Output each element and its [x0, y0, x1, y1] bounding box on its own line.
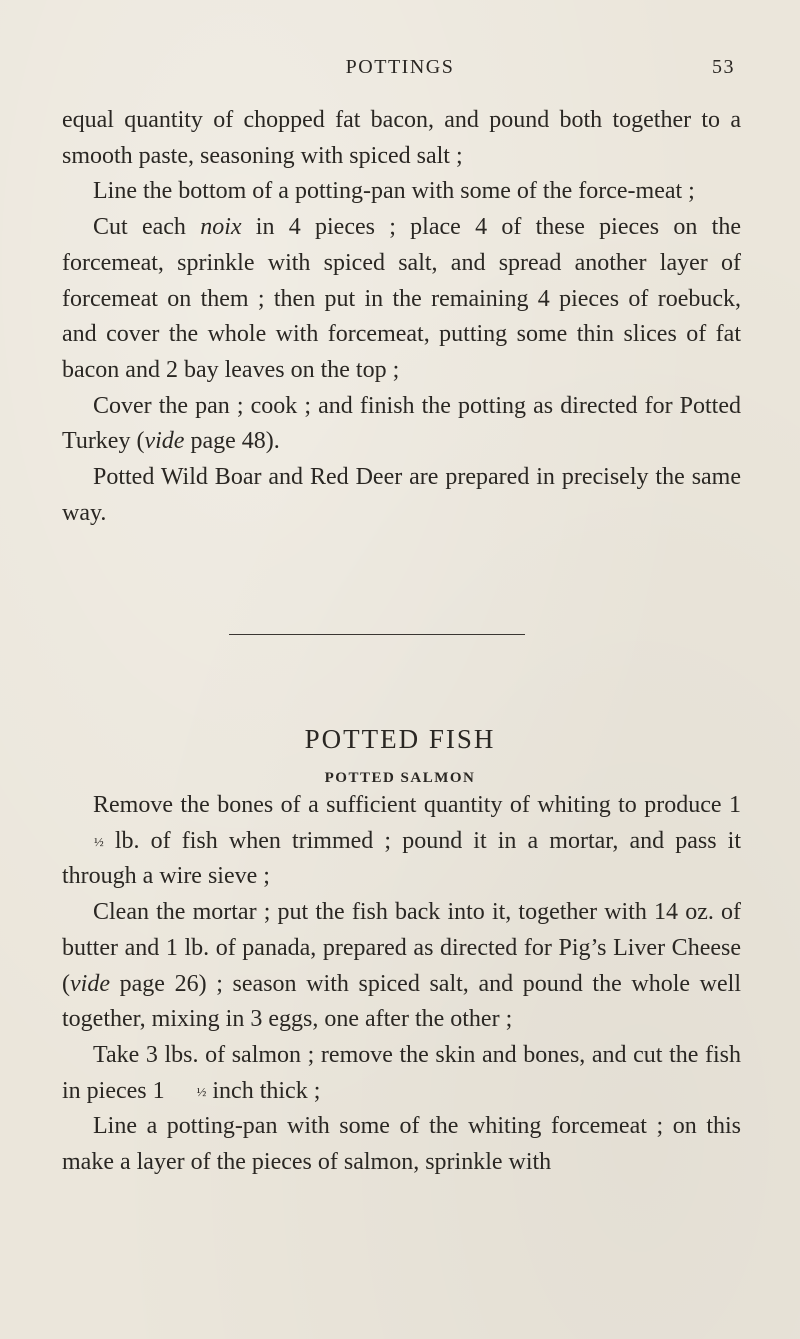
section-two-text — [62, 788, 741, 1181]
text-run: Remove the bones of a sufficient quantity of whiting to produce 1 — [93, 792, 741, 818]
page-number: 53 — [712, 56, 735, 78]
text-run: in 4 pieces ; place 4 of these pieces on the forcemeat, sprinkle with spiced salt, and spread another layer of forcemeat on them ; then put in the remaining 4 pieces of roebuck, and cover the whole with forcemeat, putting some thin slices of fat bacon and 2 bay leaves on the top ; — [62, 214, 742, 383]
text-run: inch thick ; — [206, 1077, 321, 1104]
italic-term: noix — [200, 214, 242, 241]
fraction: ½ — [196, 1083, 207, 1099]
section-heading: POTTED FISH — [304, 724, 496, 754]
fraction: ½ — [94, 833, 104, 849]
paragraph — [62, 895, 741, 1038]
paragraph — [62, 1038, 741, 1109]
paragraph: Line a potting-pan with some of the whiting forcemeat ; on this make a layer of the pieces of salmon, sprinkle with — [62, 1113, 741, 1176]
paragraph — [62, 389, 741, 460]
text-run: Cover the pan ; cook ; and finish the potting as directed for Potted Turkey ( — [62, 392, 741, 455]
paragraph — [62, 210, 741, 389]
section-divider — [229, 634, 525, 635]
paragraph: equal quantity of chopped fat bacon, and pound both together to a smooth paste, seasoning with spiced salt ; — [62, 107, 741, 169]
italic-term: vide — [70, 970, 110, 997]
paragraph — [62, 788, 741, 895]
text-run: Cut each — [93, 214, 201, 241]
recipe-title: POTTED SALMON — [324, 770, 476, 786]
paragraph: Line the bottom of a potting-pan with some of the force-meat ; — [93, 178, 695, 205]
text-run: Clean the mortar ; put the fish back into it, together with 14 oz. of butter and 1 lb. of panada, prepared as directed for Pig’s Liver Cheese ( — [62, 899, 741, 997]
running-title: POTTINGS — [345, 56, 455, 78]
text-run: page 48). — [184, 428, 280, 455]
text-run: lb. of fish when trimmed ; pound it in a mortar, and pass it through a wire sieve ; — [62, 827, 741, 890]
italic-term: vide — [144, 428, 185, 455]
text-run: page 26) ; season with spiced salt, and pound the whole well together, mixing in 3 eggs, one after the other ; — [62, 970, 741, 1033]
paragraph: Potted Wild Boar and Red Deer are prepared in precisely the same way. — [62, 464, 741, 526]
running-head — [0, 52, 800, 82]
section-one-text — [62, 103, 741, 531]
text-run: Take 3 lbs. of salmon ; remove the skin and bones, and cut the fish in pieces 1 — [62, 1041, 741, 1104]
